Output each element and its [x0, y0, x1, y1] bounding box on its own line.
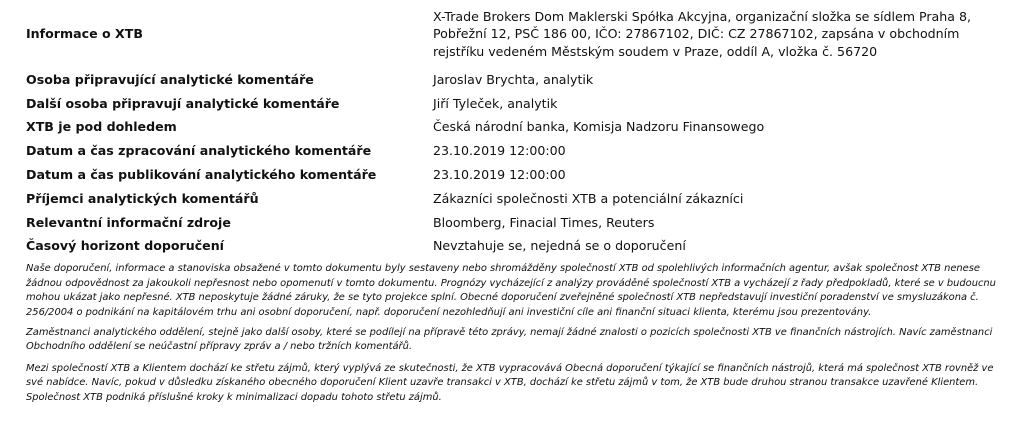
- row-value: Nevztahuje se, nejedná se o doporučení: [433, 238, 686, 254]
- row-label: XTB je pod dohledem: [26, 119, 177, 135]
- row-label: Časový horizont doporučení: [26, 238, 224, 254]
- xtb-disclosure-document: [26, 0, 1006, 405]
- info-row-recipients: [26, 187, 1006, 211]
- row-value: X-Trade Brokers Dom Maklerski Spółka Akcyjna, organizační složka se sídlem Praha 8, Pobřežní 12, PSČ 186 00, IČO: 27867102, DIČ: CZ 27867102, zapsána v obchodním rejstříku vedeném Městským soudem v Praze, oddíl A, vložka č. 56720: [433, 8, 971, 59]
- info-row-sources: [26, 211, 1006, 235]
- info-row-analyst: [26, 68, 1006, 92]
- info-table: [26, 0, 1006, 258]
- disclaimer-paragraph-recommendations: Naše doporučení, informace a stanoviska obsažené v tomto dokumentu byly sestaveny nebo shromážděny společností XTB od spolehlivých informačních agentur, avšak společnost XTB nenese žádnou odpovědnost za jakoukoli nepřesnost nebo opomenutí v tomto dokumentu. Prognózy vycházející z analýzy prováděné společností XTB a vycházejí z řady předpokladů, které se v budoucnu mohou ukázat jako nepřesné. XTB neposkytuje žádné záruky, že se tyto projekce splní. Obecné doporučení zveřejněné společností XTB nepředstavují investiční poradenství ve smysluzákona č. 256/2004 o podnikání na kapitálovém trhu ani osobní doporučení, např. doporučení nezohledňují ani investiční cíle ani finanční situaci klienta, kterému jsou prezentovány.: [26, 263, 996, 318]
- info-row-processed-date: [26, 139, 1006, 163]
- row-value: Jaroslav Brychta, analytik: [433, 71, 594, 87]
- row-value: Jiří Tyleček, analytik: [433, 95, 558, 111]
- disclaimer-paragraph-conflict-of-interest: Mezi společností XTB a Klientem dochází ke střetu zájmů, který vyplývá ze skutečnosti, že XTB vypracovává Obecná doporučení týkající se finančních nástrojů, která má společnost XTB rovněž ve své nabídce. Navíc, pokud v důsledku získaného obecného doporučení Klient uzavře transakci v XTB, dochází ke střetu zájmů v tom, že XTB bude druhou stranou transakce uzavřené Klientem. Společnost XTB podniká příslušné kroky k minimalizaci dopadu tohoto střetu zájmů.: [26, 362, 994, 403]
- row-value: Zákazníci společnosti XTB a potenciální zákazníci: [433, 190, 744, 206]
- info-row-horizon: [26, 235, 1006, 259]
- row-label: Relevantní informační zdroje: [26, 214, 231, 230]
- row-label: Příjemci analytických komentářů: [26, 190, 259, 206]
- row-value: Bloomberg, Finacial Times, Reuters: [433, 214, 655, 230]
- disclaimer-paragraph-employees: Zaměstnanci analytického oddělení, stejně jako další osoby, které se podílejí na přípravě této zprávy, nemají žádné znalosti o pozicích společnosti XTB ve finančních nástrojích. Navíc zaměstnanci Obchodního oddělení se neúčastní přípravy zpráv a / nebo tržních komentářů.: [26, 327, 993, 353]
- row-label: Datum a čas zpracování analytického komentáře: [26, 143, 372, 159]
- row-label: Osoba připravující analytické komentáře: [26, 71, 314, 87]
- row-label: Datum a čas publikování analytického komentáře: [26, 167, 377, 183]
- row-value: 23.10.2019 12:00:00: [433, 167, 566, 183]
- info-row-supervision: [26, 116, 1006, 140]
- row-value: 23.10.2019 12:00:00: [433, 143, 566, 159]
- row-label: Informace o XTB: [26, 26, 143, 41]
- info-row-published-date: [26, 163, 1006, 187]
- row-value: Česká národní banka, Komisja Nadzoru Finansowego: [433, 119, 765, 135]
- row-label: Další osoba připravují analytické komentáře: [26, 95, 340, 111]
- info-row-second-analyst: [26, 92, 1006, 116]
- info-row-company: [26, 0, 1006, 68]
